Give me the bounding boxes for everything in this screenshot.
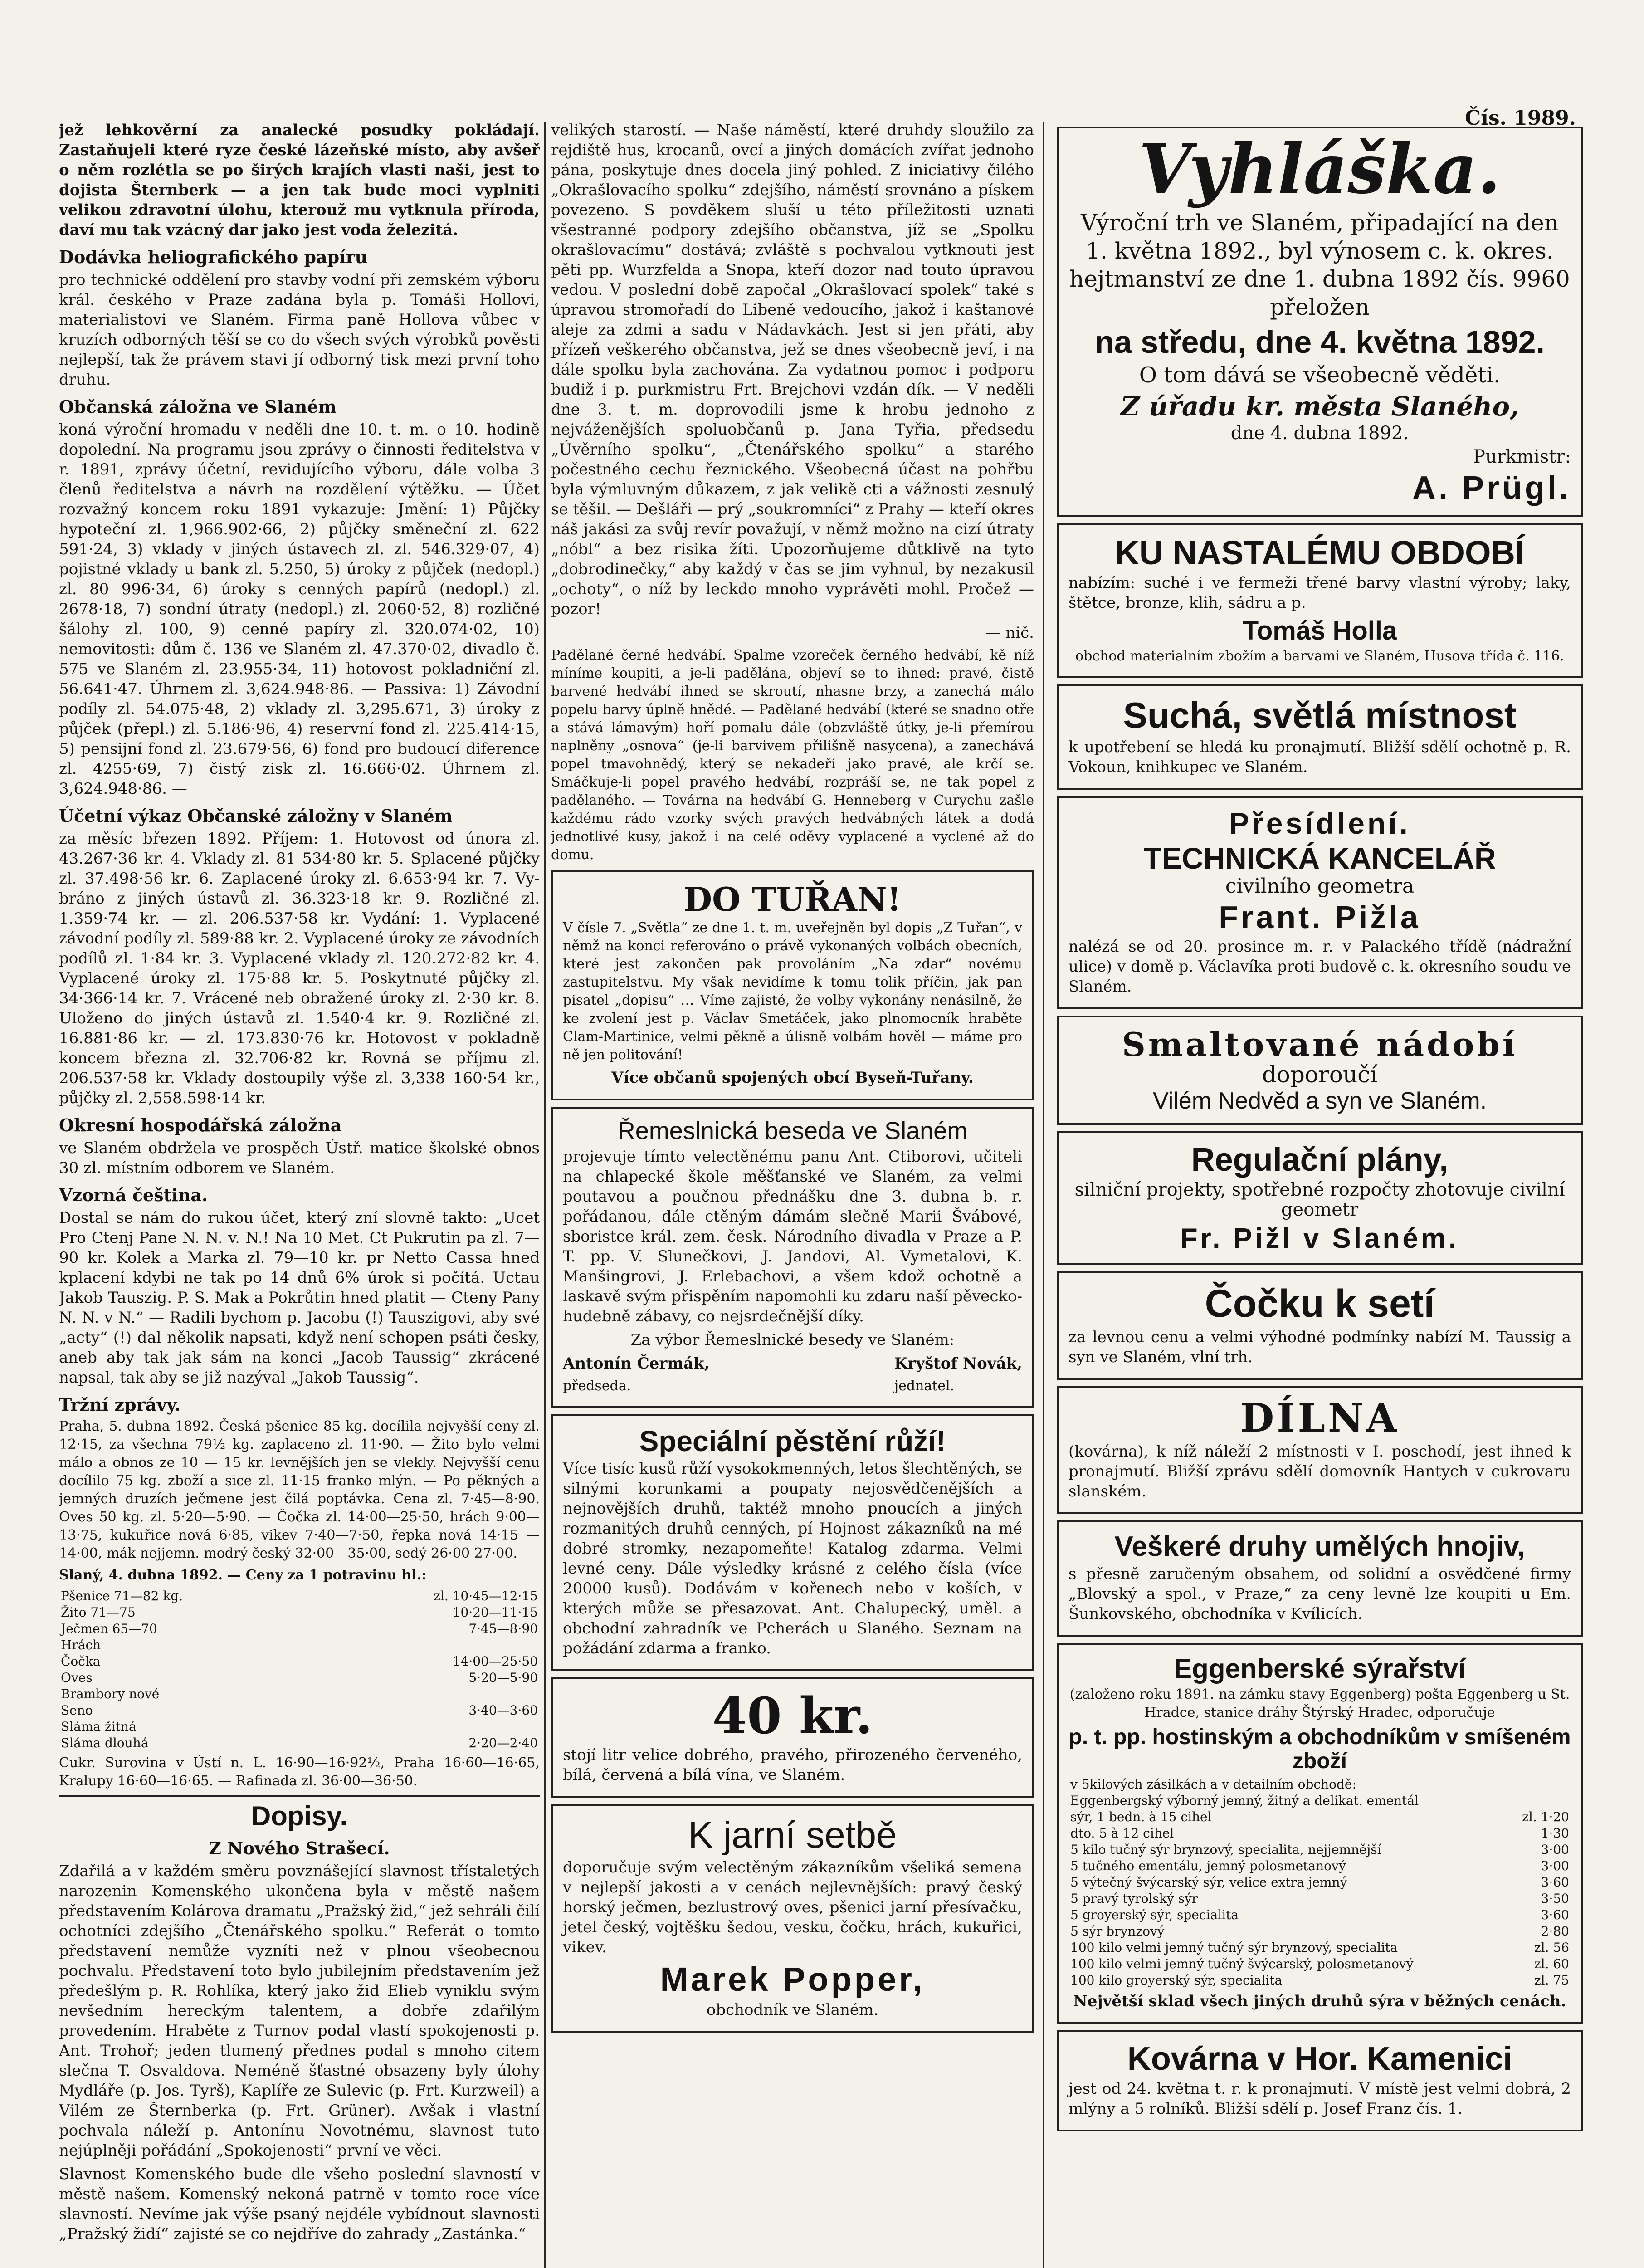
- ad-signature: Více občanů spojených obcí Byseň-Tuřany.: [611, 1069, 974, 1087]
- ad-name: Fr. Pižl v Slaném.: [1180, 1222, 1459, 1254]
- table-cell-value: 3·00: [1541, 1858, 1569, 1874]
- ad-syrarstvi: [1057, 1643, 1583, 2024]
- article-heading: Občanská záložna ve Slaném: [59, 396, 337, 417]
- column-divider: [544, 122, 546, 2268]
- ad-title: DO TUŘAN!: [683, 880, 902, 919]
- ad-text: doporoučí: [1262, 1061, 1378, 1088]
- table-row: [59, 1621, 540, 1637]
- ad-text: V čísle 7. „Světla“ ze dne 1. t. m. uveřejněn byl dopis „Z Tuřan“, v němž na konci referováno o právě vykonaných volbách obecních, které jest zakončen pak provoláním „Na zdar“ novému zastupitelstvu. My však nevidíme k tomu tolik příčin, jak pan pisatel „dopisu“ … Víme zajisté, že volby vykonány nenásilně, že ke zvolení jest p. Václav Smetáček, jako plnomocník hraběte Clam-Martinice, velmi pěkně a úlisně volbám hověl — máme pro ně jen politování!: [563, 920, 1022, 1063]
- signature-name: Antonín Čermák,: [563, 1354, 710, 1373]
- article-heading: Okresní hospodářská záložna: [59, 1115, 342, 1135]
- table-row: [1068, 1776, 1571, 1793]
- table-row: [1068, 1972, 1571, 1989]
- ad-text: nabízím: suché i ve fermeži třené barvy vlastní výroby; laky, štětce, bronze, klih, sádru a p.: [1068, 574, 1571, 612]
- ad-title: 40 kr.: [712, 1686, 873, 1745]
- article-text: Zdařilá a v každém směru povznášející slavnost třístaletých narozenin Komenského ukončena byla v městě našem představením Kolárova dramatu „Pražský žid,“ jež sehráli čilí ochotníci zdejšího „Čtenářského spolku.“ Referát o tomto představení nemůže vyzníti než v plnou všeobecnou pochvalu. Představení toto bylo jubilejním představením jež předešlým p. R. Rohlíka, který jako žid Elieb vyniklu svým nevšedním hereckým talentem, a dobře zdařilým provedením. Hraběte z Turnov podal vlastí spokojenosti p. Ant. Trohoř; jeden tlumený přednes podal s mnoho citem slečna T. Osvaldova. Neméně šťastné obsazeny byly úlohy Mydláře (p. Jos. Tyrš), Kaplíře ze Sulevic (p. Frt. Kurzweil) a Vilém ze Šternberka (p. Frt. Grüner). Avšak i vlastní pochvala náleží p. Antonínu Novotnému, slavnost tuto nejúplněji pořádání „Spokojenosti“ první ve věci.: [59, 1862, 540, 2160]
- ad-text: (kovárna), k níž náleží 2 místnosti v I. poschodí, jest ihned k pronajmutí. Bližší zprávu sdělí domovník Hantych v cukrovaru slanském.: [1068, 1442, 1571, 1501]
- table-row: [59, 1637, 540, 1653]
- ad-title: Eggenberské sýrařství: [1174, 1653, 1466, 1684]
- ad-text: jest od 24. května t. r. k pronajmutí. V místě jest velmi dobrá, 2 mlýny a 5 rolníků. Bližší sdělí p. Josef Franz čís. 1.: [1068, 2080, 1571, 2118]
- table-cell-value: 7·45—8·90: [468, 1621, 538, 1636]
- table-cell-value: zl. 75: [1534, 1973, 1569, 1988]
- ad-holla: [1057, 523, 1583, 678]
- ad-smalt: [1057, 1016, 1583, 1124]
- ad-title: Suchá, světlá místnost: [1123, 695, 1517, 736]
- ad-text: stojí litr velice dobrého, pravého, přirozeného červeného, bílá, červená a bílá vína, ve Slaném.: [563, 1745, 1022, 1784]
- silk-ad: Padělané černé hedvábí. Spalme vzoreček černého hedvábí, kě níž míníme koupiti, a je-li padělána, objeví se to ihned: pravé, čistě barvené hedvábí ihned se skroutí, nhasne brzy, a zanechá málo popelu barvy úplně hnědé. — Padělané hedvábí (které se snadno otře a stává lámavým) hoří pomalu dále (obzvláště útky, je-li přemírou naplněny „osnova“ (je-li barvivem přilišně nasycena), a zanechává popel tmavohnědý, který se nekadeří jako pravé, ale krčí se. Smáčkuje-li popel pravého hedvábí, rozpráší se, ne tak popel z padělaného. — Továrna na hedvábí G. Henneberg v Curychu zašle každému rádo vzorky svých pravých hedvábných látek a dodá jednotlivé kusy, jakož i na celé oděvy vyplacené a vyclené až do domu.: [551, 647, 1034, 863]
- table-row: [1068, 1923, 1571, 1940]
- article-text: velikých starostí. — Naše náměstí, které druhdy sloužilo za rejdiště hus, krocanů, ovcí a jiných domácích zvířat jednoho pána, poskytuje dnes docela jiný pohled. Z iniciativy čilého „Okrašlovacího spolku“ zdejšího, náměstí srovnáno a pískem povezeno. S povděkem sluší u této příležitosti uznati všestranné podpory zdejšího občanstva, jíž se „Spolku okrašlovacímu“ dostává; zvláště s pochvalou vytknouti jest pěti pp. Wurzfelda a Snopa, kteří dozor nad touto úpravou vedou. V poslední době započal „Okrašlovací spolek“ také s úpravou stromořadí do Libeně vedoucího, jakož i kaštanové aleje za zdmi a sadu v Nádavkách. Jest si jen přáti, aby přízeň veškerého občanstva, jež se dnes všeobecně jeví, i na dále spolku byla zachována. Za vydatnou pomoc i podporu budiž i p. purkmistru Frt. Brejchovi vzdán dík. — V neděli dne 3. t. m. doprovodili jsme k hrobu jednoho z nejváženějších spoluobčanů p. Jana Tyřia, předsedu „Úvěrního spolku“, „Čtenářského spolku“ a starého počestného cechu řeznického. Všeobecná účast na pohřbu byla výmluvným důkazem, z jak velikě cti a vážnosti zesnulý se těšil. — Dešláři — prý „soukromníci“ z Prahy — kteří okres náš jakási za svůj revír považují, v němž možno na cizí útraty „nóbl“ a bez risika žíti. Upozorňujeme důtklivě na tyto „dobrodinečky,“ aby každý v čas se jim vyhnul, by nezakusil „ochoty“, o níž by leckdo mnoho vyprávěti mohl. Pročež — pozor!: [551, 121, 1034, 618]
- table-row: [1068, 1858, 1571, 1874]
- table-cell-value: [317, 1719, 540, 1735]
- table-cell-label: Sláma dlouhá: [61, 1735, 149, 1750]
- article-text: Dostal se nám do rukou účet, který zní slovně takto: „Ucet Pro Ctenj Pane N. N. v. N.! Na 10 Met. Ct Pukrutin pa zl. 7—90 kr. Kolek a Marka zl. 79—10 kr. pr Netto Cassa hned kplacení kdybi ne tak po 14 dnů 6% úrok si počítá. Uctau Jakob Tauszig. P. S. Mak a Pokrůtin hned platit — Cteny Pany N. N. v N.“ — Radili bychom p. Jacobu (!) Tauszigovi, aby své „acty“ (!) dal několik napsati, když není schopen psáti česky, aneb aby tak jak sám na konci „Jacob Taussig“ zkrácené napsal, tak aby se již nazýval „Jakob Taussig“.: [59, 1209, 540, 1387]
- ad-title: Vyhláška.: [1138, 129, 1501, 209]
- article-intro: jež lehkověrní za analecké posudky pokládají. Zastaňujeli které ryze české lázeňské místo, aby avšeř o něm rozlétla se po širých krajích vlasti naši, jest to dojista Šternberk — a jen tak bude moci vyplniti velikou zdravotní úlohu, kterouž mu vytknula příroda, daví mu tak vzácný dar jako jest voda železitá.: [59, 121, 540, 239]
- table-cell-label: Oves: [61, 1670, 93, 1685]
- table-row: [59, 1719, 540, 1735]
- ad-text: Více tisíc kusů růží vysokokmenných, letos šlechtěných, se silnými korunkami a poupaty nejosvědčenějších a nejnovějších druhů, taktéž mnoho pnoucích a jiných rozmanitých druhů cenných, pí Hojnost zákazníků na mé dobré stromky, nezapomeňte! Katalog zdarma. Velmi levné ceny. Dále výsledky krásné z celého čísla (více 20000 kusů). Dodávám v kořenech nebo v koších, v kterých může se přesazovat. Ant. Chalupecký, uměl. a obchodní zahradník ve Pcherách u Slaného. Seznam na požádání zdarma a franko.: [563, 1459, 1022, 1657]
- price-table-header: Slaný, 4. dubna 1892. — Ceny za 1 potravinu hl.:: [59, 1567, 427, 1583]
- article-text: za měsíc březen 1892. Příjem: 1. Hotovost od února zl. 43.267·36 kr. 4. Vklady zl. 81 534·80 kr. 5. Splacené půjčky zl. 37.498·56 kr. 6. Zaplacené úroky zl. 6.653·94 kr. 7. Vybráno z jiných ústavů zl. 36.323·18 kr. 9. Rozličné zl. 1.359·74 kr. — zl. 206.537·58 kr. Vydání: 1. Vyplacené závodní podíly zl. 589·88 kr. 2. Vyplacené úroky ze závodních podílů zl. 1·84 kr. 3. Vyplacené vklady zl. 120.272·82 kr. 4. Vyplacené úroky zl. 175·88 kr. 5. Poskytnuté půjčky zl. 34·366·14 kr. 7. Vrácené neb obražené úroky zl. 2·30 kr. 8. Uloženo do jiných ústavů zl. 1.540·4 kr. 9. Rozličné zl. 16.881·86 kr. — zl. 173.830·76 kr. Hotovost v pokladně koncem března zl. 32.706·82 kr. Rovná se příjmu zl. 206.537·58 kr. Vklady dostoupily výše zl. 3,338 160·54 kr., půjčky zl. 2,558.598·14 kr.: [59, 830, 540, 1107]
- ad-office: Z úřadu kr. města Slaného,: [1120, 391, 1519, 422]
- table-cell-value: 14·00—25·50: [452, 1654, 538, 1669]
- table-row: [1068, 1891, 1571, 1907]
- table-cell-label: dto. 5 à 12 cihel: [1070, 1826, 1174, 1841]
- table-cell-label: Seno: [61, 1703, 93, 1718]
- article-text: koná výroční hromadu v neděli dne 10. t. m. o 10. hodině dopolední. Na programu jsou zprávy o činnosti ředitelstva v r. 1891, zprávy účetní, revidujícího výboru, dále volba 3 členů ředitelstva a návrh na rozdělení výtěžku. — Účet rozvažný koncem roku 1891 vykazuje: Jmění: 1) Půjčky hypoteční zl. 1,966.902·66, 2) půjčky směneční zl. 622 591·24, 3) vklady v jiných ústavech zl. zl. 546.329·07, 4) pojistné vklady u bank zl. 5.250, 5) úroky z půjček (nedopl.) zl. 80 996·34, 6) úroky s cenných papírů (nedopl.) zl. 2678·18, 7) sondní útraty (nedopl.) zl. 2060·52, 8) rozličné šálohy zl. 100, 9) cenné papíry zl. 320.074·02, 10) nemovitosti: dům č. 136 ve Slaném zl. 47.370·02, divadlo č. 575 ve Slaném zl. 23.955·34, 11) hotovost pokladniční zl. 56.641·47. Úhrnem zl. 3,624.948·86. — Passiva: 1) Závodní podíly zl. 54.075·48, 2) vklady zl. 3,295.671, 3) úroky z půjček (přepl.) zl. 5.186·96, 4) reservní fond zl. 225.414·15, 5) pensijní fond zl. 23.679·56, 6) fond pro budoucí diference zl. 4255·69, 7) čistý zisk zl. 16.666·02. Úhrnem zl. 3,624.948·86. —: [59, 420, 540, 798]
- table-row: [1068, 1809, 1571, 1825]
- column-left: [59, 120, 540, 2268]
- table-row: [59, 1702, 540, 1719]
- ad-turan: [551, 870, 1034, 1100]
- ad-text: projevuje tímto velectěnému panu Ant. Ctiborovi, učiteli na chlapecké škole měšťanské ve Slaném, za velmi poutavou a poučnou přednášku dne 3. dubna b. r. pořádanou, dále ctěným dámám slečně Marii Švábové, sboristce král. zem. česk. Národního divadla v Praze a P. T. pp. V. Slunečkovi, J. Jandovi, Al. Vymetalovi, K. Manšingrovi, J. Erlebachovi, a všem kdož ochotně a laskavě svým přispěním napomohli ku zdaru naší pěvecko-hudebně zábavy, co nejsrdečnější díky.: [563, 1147, 1022, 1325]
- table-row: [59, 1670, 540, 1686]
- article-heading: Z Nového Strašecí.: [209, 1838, 390, 1858]
- ad-title: Řemeslnická beseda ve Slaném: [617, 1117, 968, 1145]
- table-cell-value: 3·60: [1541, 1875, 1569, 1890]
- signature-role: předseda.: [563, 1378, 631, 1394]
- ad-sub: (založeno roku 1891. na zámku stavy Eggenberg) pošta Eggenberg u St. Hradce, stanice dráhy Štýrský Hradec, odporučuje: [1069, 1686, 1570, 1721]
- column-divider: [1043, 122, 1044, 2268]
- table-row: [1068, 1940, 1571, 1956]
- ad-text: k upotřebení se hledá ku pronajmutí. Bližší sdělí ochotně p. R. Vokoun, knihkupec ve Slaném.: [1068, 738, 1571, 777]
- table-cell-label: 5 kilo tučný sýr brynzový, specialita, nejjemnější: [1070, 1842, 1381, 1857]
- table-cell-label: Ječmen 65—70: [61, 1621, 157, 1636]
- sugar-prices: Cukr. Surovina v Ústí n. L. 16·90—16·92½, Praha 16·60—16·65, Kralupy 16·60—16·65. — Rafinada zl. 36·00—36·50.: [59, 1755, 540, 1789]
- ad-title: Speciální pěstění růží!: [639, 1424, 946, 1457]
- table-cell-value: 5·20—5·90: [468, 1670, 538, 1685]
- table-row: [1068, 1842, 1571, 1858]
- table-cell-value: 3·60: [1541, 1907, 1569, 1923]
- table-cell-value: 3·00: [1541, 1842, 1569, 1857]
- signature: — nič.: [985, 624, 1034, 642]
- ad-note: O tom dává se všeobecně věděti.: [1139, 362, 1501, 388]
- ad-title: Čočku k setí: [1205, 1282, 1435, 1326]
- signature-name: Kryštof Novák,: [894, 1354, 1022, 1373]
- table-cell-value: [317, 1637, 540, 1653]
- ad-address: obchod materialním zbožím a barvami ve Slaném, Husova třída č. 116.: [1075, 648, 1564, 665]
- article-heading: Vzorná čeština.: [59, 1185, 208, 1205]
- ad-title: Veškeré druhy umělých hnojiv,: [1114, 1531, 1525, 1563]
- issue-number: Čís. 1989.: [1465, 107, 1576, 130]
- column-middle: [551, 120, 1034, 2268]
- table-cell-label: Sláma žitná: [61, 1719, 137, 1734]
- table-cell-label: 5 sýr brynzový: [1070, 1924, 1165, 1939]
- ad-date2: dne 4. dubna 1892.: [1230, 422, 1409, 444]
- ad-title: Přesídlení.: [1229, 807, 1410, 841]
- ad-wine: [551, 1677, 1034, 1798]
- ad-board: Za výbor Řemeslnické besedy ve Slaném:: [630, 1330, 955, 1349]
- ad-signatures: [563, 1354, 1022, 1399]
- table-cell-label: Eggenbergský výborný jemný, žitný a delikat. ementál: [1070, 1793, 1419, 1809]
- table-cell-label: v 5kilových zásilkách a v detailním obchodě:: [1070, 1777, 1356, 1792]
- ad-text: nalézá se od 20. prosince m. r. v Palackého třídě (nádražní ulice) v domě p. Václavíka proti budově c. k. okresního soudu ve Slaném.: [1068, 938, 1571, 996]
- table-cell-label: 5 výtečný švýcarský sýr, velice extra jemný: [1070, 1875, 1347, 1890]
- ad-mistnost: [1057, 684, 1583, 790]
- divider: [59, 1795, 540, 1797]
- ad-text: za levnou cenu a velmi výhodné podmínky nabízí M. Taussig a syn ve Slaném, vlní trh.: [1068, 1328, 1571, 1366]
- article-text: Slavnost Komenského bude dle všeho poslední slavností v městě našem. Komenský nekoná patrně v tomto roce více slavností. Nevíme jak výše psaný nejdéle vybídnout slavnosti „Pražský židí“ zajisté se co nejdříve do zahrady „Zastánka.“: [59, 2165, 540, 2243]
- table-cell-label: Čočka: [61, 1654, 101, 1669]
- ad-text: s přesně zaručeným obsahem, od solidní a osvědčené firmy „Blovský a spol., v Praze,“ za ceny levně lze koupiti u Em. Šunkovského, obchodníka v Kvílicích.: [1068, 1565, 1571, 1623]
- column-right: [1057, 120, 1583, 2268]
- table-cell-label: 100 kilo groyerský sýr, specialita: [1070, 1973, 1283, 1988]
- table-cell-value: 3·50: [1541, 1891, 1569, 1906]
- table-row: [1068, 1825, 1571, 1842]
- table-cell-value: zl. 10·45—12·15: [434, 1589, 538, 1603]
- table-row: [59, 1735, 540, 1751]
- ad-date: na středu, dne 4. května 1892.: [1094, 324, 1545, 360]
- article-text: pro technické oddělení pro stavby vodní při zemském výboru král. českého v Praze zadána byla p. Tomáši Hollovi, materialistovi ve Slaném. Firma paně Hollova vůbec v kruzích odborných těší se co do všech svých výrobků pověsti nejlepší, tak že právem stavi jí odborný tisk mezi první toho druhu.: [59, 271, 540, 389]
- table-cell-label: Hrách: [61, 1637, 101, 1652]
- article-heading: Dodávka heliografického papíru: [59, 247, 368, 267]
- mayor-name: A. Prügl.: [1412, 469, 1571, 506]
- ad-sub: civilního geometra: [1225, 875, 1415, 898]
- ad-name: Tomáš Holla: [1242, 616, 1397, 646]
- table-cell-label: 100 kilo velmi jemný tučný sýr brynzový, specialita: [1070, 1940, 1398, 1955]
- table-cell-value: zl. 56: [1534, 1940, 1569, 1955]
- ad-text: Výroční trh ve Slaném, připadající na den 1. května 1892., byl výnosem c. k. okres. hejtmanství ze dne 1. dubna 1892 čís. 9960 přeložen: [1069, 210, 1570, 320]
- table-cell-label: 5 tučného ementálu, jemný polosmetanový: [1070, 1858, 1346, 1874]
- ad-vyhlaska: [1057, 127, 1583, 517]
- table-cell-value: 2·80: [1541, 1924, 1569, 1939]
- table-cell-value: [317, 1686, 540, 1702]
- price-table: [59, 1588, 540, 1751]
- ad-roses: [551, 1414, 1034, 1671]
- table-row: [1068, 1907, 1571, 1923]
- ad-beseda: [551, 1107, 1034, 1408]
- ad-lead: p. t. pp. hostinským a obchodníkům v smíšeném zboží: [1068, 1725, 1571, 1774]
- cheese-price-table: [1068, 1776, 1571, 1989]
- ad-title: DÍLNA: [1240, 1395, 1400, 1441]
- section-title: Dopisy.: [251, 1801, 348, 1831]
- table-cell-value: zl. 60: [1534, 1956, 1569, 1972]
- table-cell-label: Brambory nové: [61, 1686, 160, 1701]
- ad-title: Smaltované nádobí: [1122, 1025, 1518, 1064]
- mayor-label: Purkmistr:: [1473, 446, 1571, 467]
- ad-title: Regulační plány,: [1191, 1141, 1449, 1178]
- table-cell-value: [1507, 1776, 1571, 1793]
- article-heading: Tržní zprávy.: [59, 1394, 181, 1415]
- ad-dilna: [1057, 1386, 1583, 1515]
- table-row: [1068, 1956, 1571, 1972]
- ad-title: K jarní setbě: [688, 1814, 897, 1856]
- table-row: [59, 1686, 540, 1702]
- table-row: [1068, 1874, 1571, 1891]
- table-row: [59, 1604, 540, 1621]
- ad-text: doporučuje svým velectěným zákazníkům všeliká semena v nejlepší jakosti a v cenách nejlevnějších: pravý český horský ječmen, bezlustrový oves, pšenici jarní přesívačku, jetel český, vojtěšku šedou, vesku, čočku, hrách, kukuřici, vikev.: [563, 1858, 1022, 1957]
- table-cell-value: 1·30: [1541, 1826, 1569, 1841]
- article-text: ve Slaném obdržela ve prospěch Ústř. matice školské obnos 30 zl. místním odborem ve Slaném.: [59, 1139, 540, 1177]
- table-cell-label: Žito 71—75: [61, 1605, 136, 1620]
- table-cell-value: 3·40—3·60: [468, 1703, 538, 1718]
- ad-presidleni: [1057, 796, 1583, 1009]
- ad-kovarna: [1057, 2030, 1583, 2131]
- table-cell-value: 2·20—2·40: [468, 1735, 538, 1750]
- ad-title: KU NASTALÉMU OBDOBÍ: [1115, 533, 1525, 572]
- table-cell-value: 10·20—11·15: [452, 1605, 538, 1620]
- ad-plany: [1057, 1131, 1583, 1265]
- table-cell-label: sýr, 1 bedn. à 15 cihel: [1070, 1809, 1212, 1825]
- table-cell-label: 5 groyerský sýr, specialita: [1070, 1907, 1239, 1923]
- ad-name: Frant. Pižla: [1219, 899, 1421, 935]
- ad-title: Kovárna v Hor. Kamenici: [1127, 2041, 1512, 2077]
- table-cell-label: 100 kilo velmi jemný tučný švýcarský, polosmetanový: [1070, 1956, 1414, 1972]
- table-cell-value: [1507, 1793, 1571, 1809]
- table-row: [59, 1653, 540, 1670]
- table-row: [59, 1588, 540, 1604]
- signature-role: jednatel.: [894, 1378, 955, 1394]
- ad-cocka: [1057, 1271, 1583, 1380]
- ad-office: TECHNICKÁ KANCELÁŘ: [1143, 841, 1496, 875]
- table-cell-label: Pšenice 71—82 kg.: [61, 1589, 183, 1603]
- ad-foot: Největší sklad všech jiných druhů sýra v běžných cenách.: [1073, 1992, 1566, 2011]
- table-cell-value: zl. 1·20: [1522, 1809, 1569, 1825]
- ad-hnojiva: [1057, 1520, 1583, 1637]
- table-cell-label: 5 pravý tyrolský sýr: [1070, 1891, 1198, 1906]
- ad-brand: Marek Popper,: [660, 1960, 925, 1999]
- table-row: [1068, 1793, 1571, 1809]
- ad-role: obchodník ve Slaném.: [706, 2000, 879, 2019]
- ad-text: silniční projekty, spotřebné rozpočty zhotovuje civilní geometr: [1074, 1179, 1565, 1220]
- market-report: Praha, 5. dubna 1892. Česká pšenice 85 kg. docílila nejvyšší ceny zl. 12·15, za všechna 79½ kg. zaplaceno zl. 11·90. — Žito bylo velmi málo a obnos ze 10 — 15 kr. levnějších jen se vlekly. Nejvyšší cenu docílilo 75 kg. zboží a sice zl. 11·15 franko mlýn. — Po pěkných a jemných druzích ječmene jest čilá poptávka. Cena zl. 7·45—8·90. Oves 50 kg. zl. 5·20—5·90. — Čočka zl. 14·00—25·50, hrách 9·00—13·75, kukuřice nová 6·85, vikev 7·40—7·50, řepka nová 14·15 — 14·00, mák nejjemn. modrý český 32·00—35·00, sedý 26·00 27·00.: [59, 1418, 540, 1561]
- article-heading: Účetní výkaz Občanské záložny v Slaném: [59, 806, 453, 826]
- ad-name: Vilém Nedvěd a syn ve Slaném.: [1152, 1087, 1487, 1114]
- ad-seeds: [551, 1804, 1034, 2033]
